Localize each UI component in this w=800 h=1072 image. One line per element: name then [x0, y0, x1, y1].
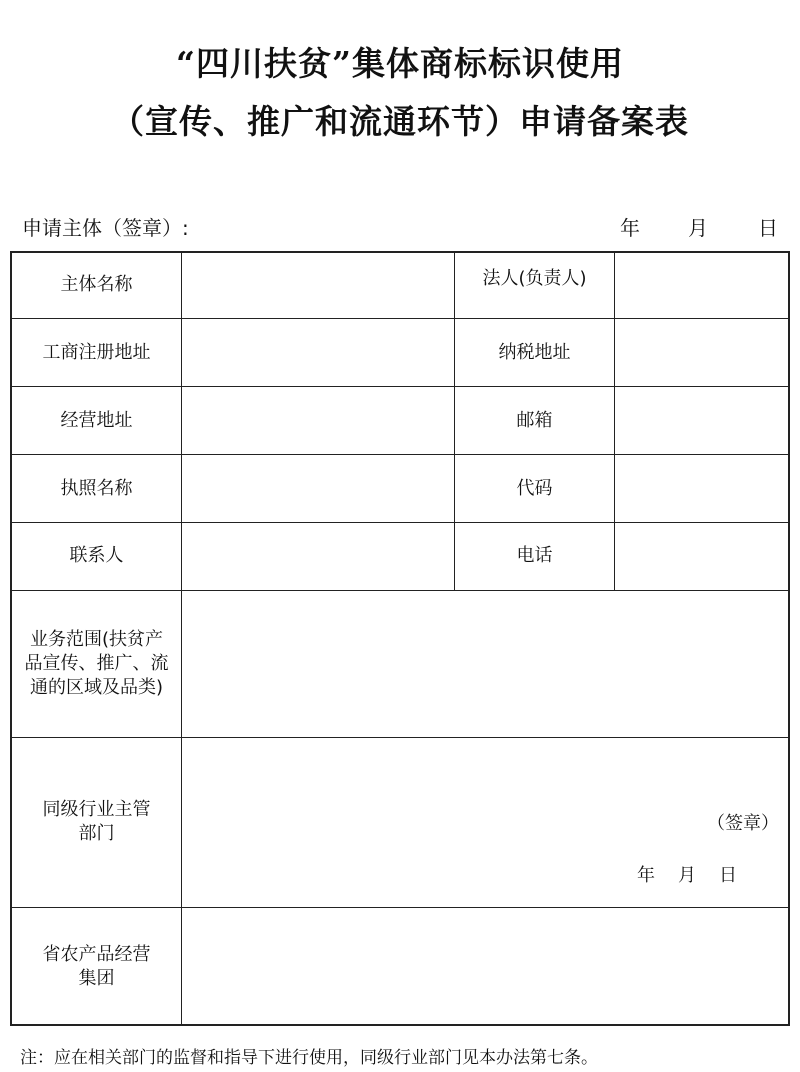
- field-license-name[interactable]: [182, 455, 454, 522]
- department-date-year: 年: [637, 865, 655, 886]
- agri-group-line1: 省农产品经营: [42, 944, 151, 965]
- field-registered-address[interactable]: [182, 319, 454, 386]
- business-scope-line1: 业务范围(扶贫产: [29, 629, 164, 650]
- field-code[interactable]: [615, 455, 788, 522]
- applicant-seal-label: 申请主体（签章）:: [22, 216, 189, 240]
- label-legal-person: 法人(负责人): [482, 268, 587, 289]
- field-email[interactable]: [615, 387, 788, 454]
- field-phone[interactable]: [615, 523, 788, 590]
- label-agri-group: [12, 943, 181, 991]
- form-title-line2: （宣传、推广和流通环节）申请备案表: [111, 102, 689, 141]
- department-date-day: 日: [719, 865, 737, 886]
- agri-group-line2: 集团: [78, 968, 115, 989]
- label-email: 邮箱: [516, 410, 553, 431]
- label-registered-address: 工商注册地址: [42, 342, 151, 363]
- field-contact-person[interactable]: [182, 523, 454, 590]
- field-business-address[interactable]: [182, 387, 454, 454]
- label-license-name: 执照名称: [60, 478, 133, 499]
- form-title-line1: “四川扶贫”集体商标标识使用: [176, 44, 624, 83]
- application-form-table: [10, 251, 790, 1026]
- field-entity-name[interactable]: [182, 253, 454, 318]
- header-date-year: 年: [620, 216, 640, 240]
- table-border-right: [788, 251, 790, 1026]
- label-business-scope: [12, 628, 181, 700]
- field-agri-group[interactable]: [182, 908, 788, 1024]
- industry-department-line1: 同级行业主管: [42, 799, 151, 820]
- label-phone: 电话: [516, 545, 553, 566]
- department-date-month: 月: [678, 865, 696, 886]
- industry-department-line2: 部门: [78, 823, 115, 844]
- business-scope-line3: 通的区域及品类): [29, 677, 164, 698]
- table-border-bottom: [10, 1024, 790, 1026]
- footnote: 注：应在相关部门的监督和指导下进行使用，同级行业部门见本办法第七条。: [20, 1048, 598, 1068]
- label-code: 代码: [516, 478, 553, 499]
- field-tax-address[interactable]: [615, 319, 788, 386]
- label-contact-person: 联系人: [69, 545, 124, 566]
- field-business-scope[interactable]: [182, 591, 788, 737]
- business-scope-line2: 品宣传、推广、流: [24, 653, 169, 674]
- field-legal-person[interactable]: [615, 253, 788, 318]
- label-business-address: 经营地址: [60, 410, 133, 431]
- header-date-day: 日: [758, 216, 778, 240]
- label-tax-address: 纳税地址: [498, 342, 571, 363]
- department-seal-label: （签章）: [707, 813, 779, 834]
- header-date-month: 月: [688, 216, 708, 240]
- label-entity-name: 主体名称: [60, 274, 133, 295]
- label-industry-department: [12, 798, 181, 846]
